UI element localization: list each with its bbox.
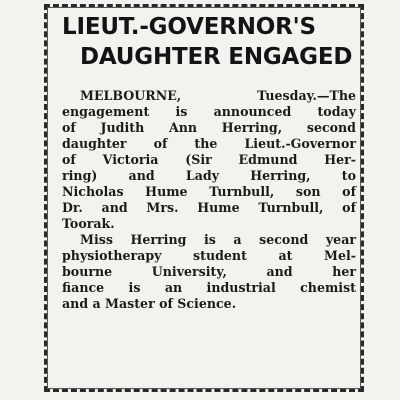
article-line: Miss Herring is a second year — [80, 232, 356, 247]
article-line: daughter of the Lieut.-Governor — [62, 136, 356, 151]
headline-line-1: LIEUT.-GOVERNOR'S — [62, 14, 316, 40]
headline-line-2: DAUGHTER ENGAGED — [80, 44, 353, 70]
article-line: of Judith Ann Herring, second — [62, 120, 356, 135]
article-line: Dr. and Mrs. Hume Turnbull, of — [62, 200, 356, 215]
article-line: fiance is an industrial chemist — [62, 280, 356, 295]
headline — [62, 12, 358, 72]
article-line: physiotherapy student at Mel- — [62, 248, 356, 263]
article-line: engagement is announced today — [62, 104, 356, 119]
article-line: MELBOURNE, Tuesday.—The — [80, 88, 356, 103]
article-line: Nicholas Hume Turnbull, son of — [62, 184, 356, 199]
article-line: bourne University, and her — [62, 264, 356, 279]
article-body — [62, 88, 356, 312]
article-line: ring) and Lady Herring, to — [62, 168, 356, 183]
article-line: and a Master of Science. — [62, 296, 237, 311]
article-line: of Victoria (Sir Edmund Her- — [62, 152, 356, 167]
article-line: Toorak. — [62, 216, 115, 231]
